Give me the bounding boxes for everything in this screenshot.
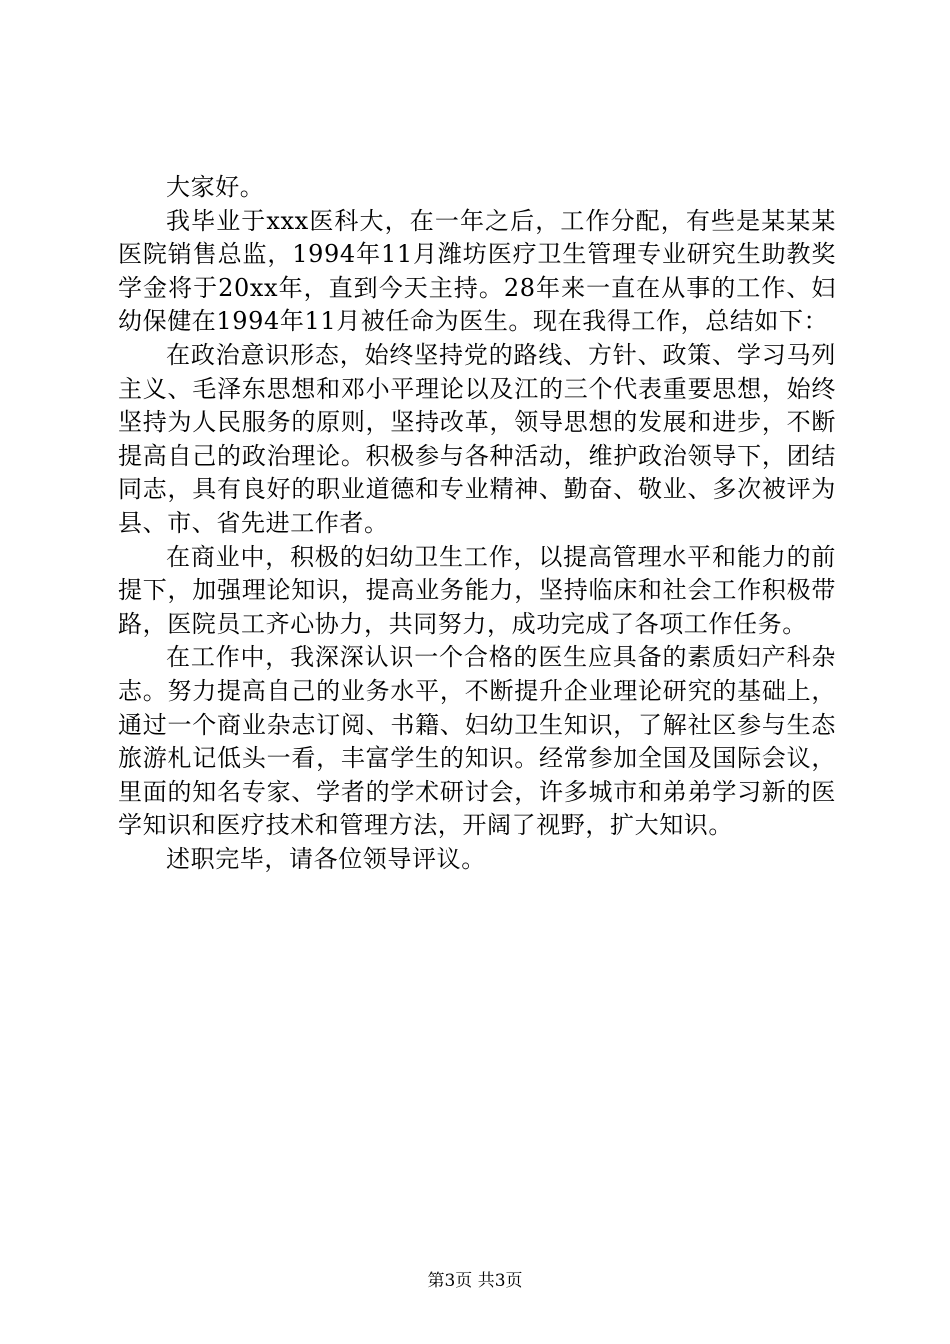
background-paragraph: 我毕业于xxx医科大，在一年之后，工作分配，有些是某某某医院销售总监，1994年11月潍坊医疗卫生管理专业研究生助教奖学金将于20xx年，直到今天主持。28年来一直在从事的工作、妇幼保健在1994年11月被任命为医生。现在我得工作，总结如下： bbox=[118, 206, 836, 336]
document-body bbox=[118, 171, 836, 876]
work-paragraph: 在工作中，我深深认识一个合格的医生应具备的素质妇产科杂志。努力提高自己的业务水平，不断提升企业理论研究的基础上，通过一个商业杂志订阅、书籍、妇幼卫生知识，了解社区参与生态旅游札记低头一看，丰富学生的知识。经常参加全国及国际会议，里面的知名专家、学者的学术研讨会，许多城市和弟弟学习新的医学知识和医疗技术和管理方法，开阔了视野，扩大知识。 bbox=[118, 643, 836, 840]
closing-paragraph: 述职完毕，请各位领导评议。 bbox=[166, 844, 486, 873]
political-paragraph: 在政治意识形态，始终坚持党的路线、方针、政策、学习马列主义、毛泽东思想和邓小平理论以及江的三个代表重要思想，始终坚持为人民服务的原则，坚持改革，领导思想的发展和进步，不断提高自己的政治理论。积极参与各种活动，维护政治领导下，团结同志，具有良好的职业道德和专业精神、勤奋、敬业、多次被评为县、市、省先进工作者。 bbox=[118, 340, 836, 537]
page-number-footer: 第3页 共3页 bbox=[427, 1271, 523, 1291]
business-paragraph: 在商业中，积极的妇幼卫生工作，以提高管理水平和能力的前提下，加强理论知识，提高业务能力，坚持临床和社会工作积极带路，医院员工齐心协力，共同努力，成功完成了各项工作任务。 bbox=[118, 542, 836, 638]
greeting-paragraph: 大家好。 bbox=[166, 173, 265, 201]
